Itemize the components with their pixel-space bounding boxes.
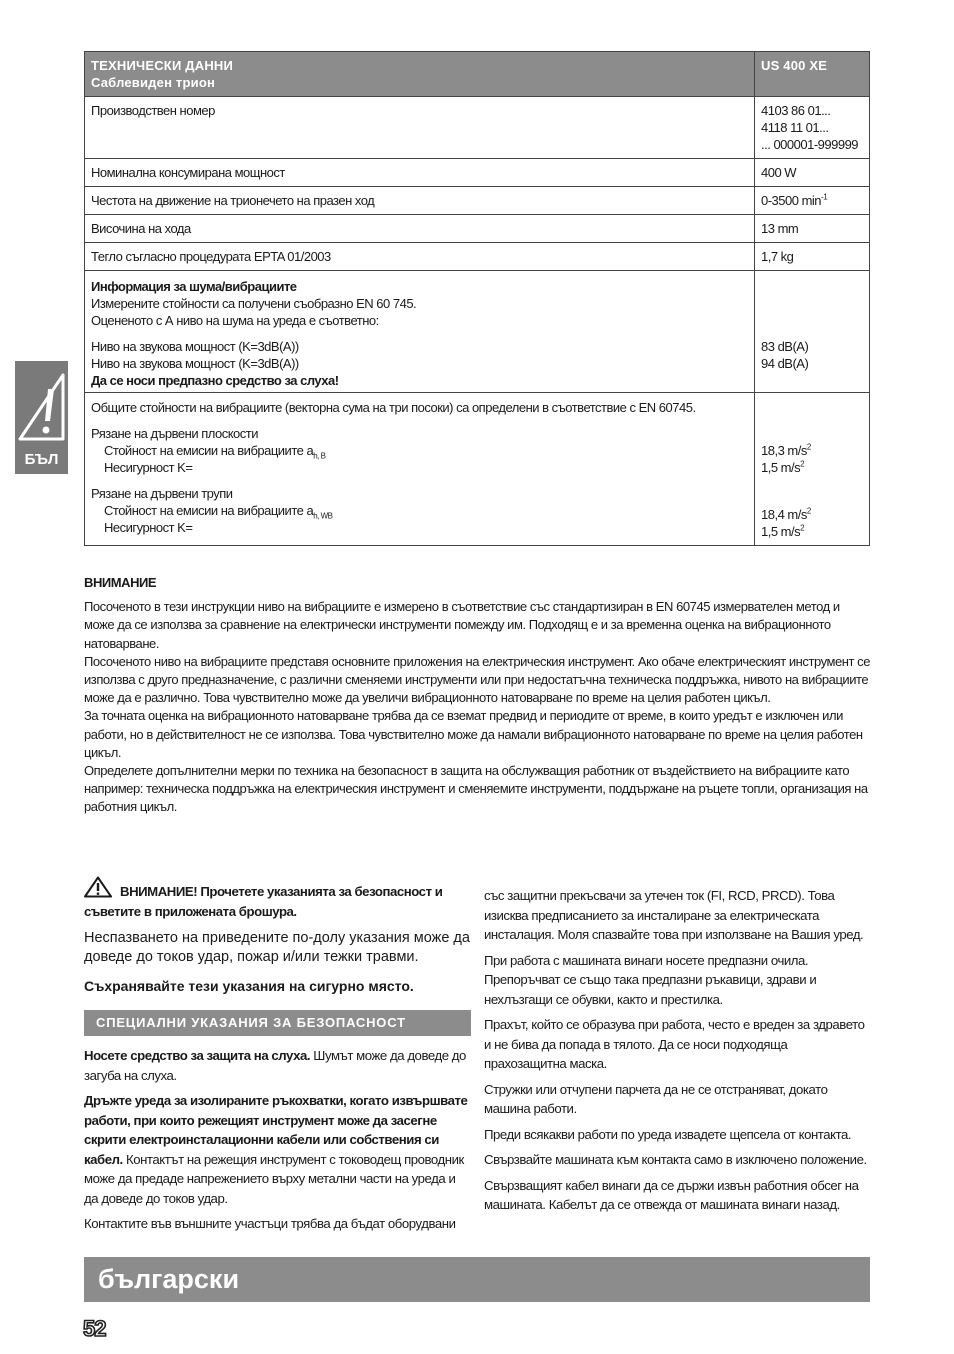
table-title: ТЕХНИЧЕСКИ ДАННИ [91, 58, 234, 73]
table-row [85, 243, 870, 271]
row-value: 1,7 kg [755, 243, 870, 271]
noise-value: 83 dB(A) [761, 339, 809, 354]
tech-data-table [84, 51, 870, 546]
language-code: БЪЛ [24, 451, 59, 468]
safety-paragraph: със защитни прекъсвачи за утечен ток (FI, RCD, PRCD). Това изисква предписанието за инсталиране за електрическата инсталация. Моля спазвайте това при използване на Вашия уред. [484, 888, 864, 942]
safety-paragraph: Контактите във външните участъци трябва да бъдат оборудвани [84, 1216, 456, 1231]
safety-text: Контактът на режещия инструмент с тоководещ проводник може да предаде напрежението върху метални части на уреда и да доведе до токов удар. [84, 1151, 464, 1206]
noise-line: Измерените стойности са получени съобразно EN 60 745. [91, 296, 417, 311]
warning-triangle-icon [84, 876, 112, 898]
vibration-intro: Общите стойности на вибрациите (векторна сума на три посоки) са определени в съответствие с EN 60745. [91, 400, 696, 415]
warning-paragraph: Посоченото ниво на вибрациите представя основните приложения на електрическия инструмент. Ако обаче електрическият инструмент се използва с друго предназначение, с различни сменяеми инструменти или при недостатъчна техническа поддръжка, нивото на вибрациите може да е различно. Това чувствително може да увеличи вибрационното натоварване по време на целия работен цикъл. [84, 653, 870, 706]
sq: 2 [806, 442, 811, 452]
attention-note [84, 876, 471, 921]
vibration-emission-label: Стойност на емисии на вибрациите a [104, 443, 314, 458]
warning-paragraph: За точната оценка на вибрационното натоварване трябва да се вземат предвид и периодите от време, в които уредът е изключен или работи, но в действителност не се използва. Това чувствително може да намали вибрационното натоварване по време на целия работен цикъл. [84, 708, 863, 760]
keep-instructions: Съхранявайте тези указания на сигурно място. [84, 978, 414, 994]
row-label: Тегло съгласно процедурата EPTA 01/2003 [85, 243, 755, 271]
vibration-sub: h, WB [313, 511, 333, 521]
warning-heading: ВНИМАНИЕ [84, 575, 157, 590]
warning-paragraph: Посоченото в тези инструкции ниво на вибрациите е измерено в съответствие със стандартизиран в EN 60745 измервателен метод и може да се използва за сравнение на електрически инструменти помежду им. Подходящ е и за временна оценка на вибрационното натоварване. [84, 599, 840, 651]
row-value: 0-3500 min [761, 193, 822, 208]
right-column [484, 886, 872, 1221]
vibration-group-title: Рязане на дървени плоскости [91, 426, 258, 441]
safety-paragraph: Свързващият кабел винаги да се държи извън работния обсег на машината. Кабелът да се отвежда от машината винаги назад. [484, 1177, 859, 1212]
row-label: Номинална консумирана мощност [85, 159, 755, 187]
warning-paragraph: Определете допълнителни мерки по техника на безопасност в защита на обслужващия работник от въздействието на вибрациите като например: техническа поддръжка на електрическия инструмент и сменяемите инструменти, поддържане на ръцете топли, организация на работния цикъл. [84, 763, 868, 815]
language-side-tab [15, 361, 68, 474]
attention-text: ВНИМАНИЕ! Прочетете указанията за безопасност и съветите в приложената брошура. [84, 884, 443, 919]
row-value: 4118 11 01... [761, 120, 829, 135]
safety-paragraph [84, 1046, 471, 1085]
left-column [84, 876, 471, 1240]
row-value: 400 W [755, 159, 870, 187]
vibration-emission-label: Стойност на емисии на вибрациите a [104, 503, 314, 518]
row-value: 13 mm [755, 215, 870, 243]
vibration-sub: h, B [313, 451, 326, 461]
warning-triangle-icon [18, 369, 65, 441]
noise-power-label: Ниво на звукова мощност (K=3dB(A)) [91, 356, 299, 371]
vibration-group-title: Рязане на дървени трупи [91, 486, 233, 501]
safety-paragraph: Преди всякакви работи по уреда извадете щепсела от контакта. [484, 1126, 852, 1142]
table-row [85, 97, 870, 159]
vibration-uncertainty-value: 1,5 m/s [761, 524, 801, 539]
noise-value: 94 dB(A) [761, 356, 809, 371]
row-value: ... 000001-999999 [761, 137, 859, 152]
safety-bold: Дръжте уреда за изолираните ръкохватки, когато извършвате работи, при които режещият инструмент може да засегне скрити електроинсталационни кабели или собствения си кабел. [84, 1093, 468, 1167]
sq: 2 [806, 506, 811, 516]
noise-row [85, 271, 870, 393]
safety-paragraph: Прахът, който се образува при работа, често е вреден за здравето и не бива да попада в тялото. Да се носи подходяща прахозащитна маска. [484, 1017, 865, 1071]
notice-text: Неспазването на приведените по-долу указания може да доведе до токов удар, пожар и/или тежки травми. [84, 930, 470, 965]
hearing-protection-note: Да се носи предпазно средство за слуха! [91, 373, 339, 388]
table-row [85, 187, 870, 215]
safety-paragraph: При работа с машината винаги носете предпазни очила. Препоръчват се също така предпазни ръкавици, здрави и нехлъзгащи се обувки, както и престилка. [484, 952, 817, 1007]
vibration-row [85, 393, 870, 546]
vibration-warning [84, 574, 870, 817]
row-value-sup: -1 [821, 192, 828, 202]
safety-paragraph: Свързвайте машината към контакта само в изключено положение. [484, 1152, 867, 1167]
table-subtitle: Саблевиден трион [91, 75, 216, 90]
language-bar: български [84, 1257, 870, 1302]
vibration-uncertainty-label: Несигурност K= [104, 460, 193, 475]
table-row [85, 159, 870, 187]
row-label: Височина на хода [85, 215, 755, 243]
page-number: 52 [83, 1316, 106, 1341]
row-label: Производствен номер [85, 97, 755, 159]
vibration-uncertainty-value: 1,5 m/s [761, 460, 801, 475]
safety-bold: Носете средство за защита на слуха. [84, 1048, 311, 1063]
sq: 2 [800, 523, 805, 533]
safety-paragraph: Стружки или отчупени парчета да не се отстраняват, докато машина работи. [484, 1081, 828, 1116]
table-header-row [85, 52, 870, 97]
vibration-value: 18,4 m/s [761, 507, 807, 522]
safety-text: Шумът може да доведе до загуба на слуха. [84, 1048, 466, 1083]
noise-title: Информация за шума/вибрациите [91, 279, 297, 294]
noise-line: Оцененото с А ниво на шума на уреда е съответно: [91, 313, 379, 328]
row-value: 4103 86 01... [761, 103, 831, 118]
row-label: Честота на движение на трионечето на празен ход [85, 187, 755, 215]
model-name: US 400 XE [755, 52, 870, 97]
vibration-uncertainty-label: Несигурност K= [104, 520, 193, 535]
sq: 2 [800, 459, 805, 469]
vibration-value: 18,3 m/s [761, 443, 807, 458]
section-title: СПЕЦИАЛНИ УКАЗАНИЯ ЗА БЕЗОПАСНОСТ [84, 1010, 471, 1036]
safety-paragraph [84, 1091, 471, 1208]
noise-power-label: Ниво на звукова мощност (K=3dB(A)) [91, 339, 299, 354]
table-row [85, 215, 870, 243]
